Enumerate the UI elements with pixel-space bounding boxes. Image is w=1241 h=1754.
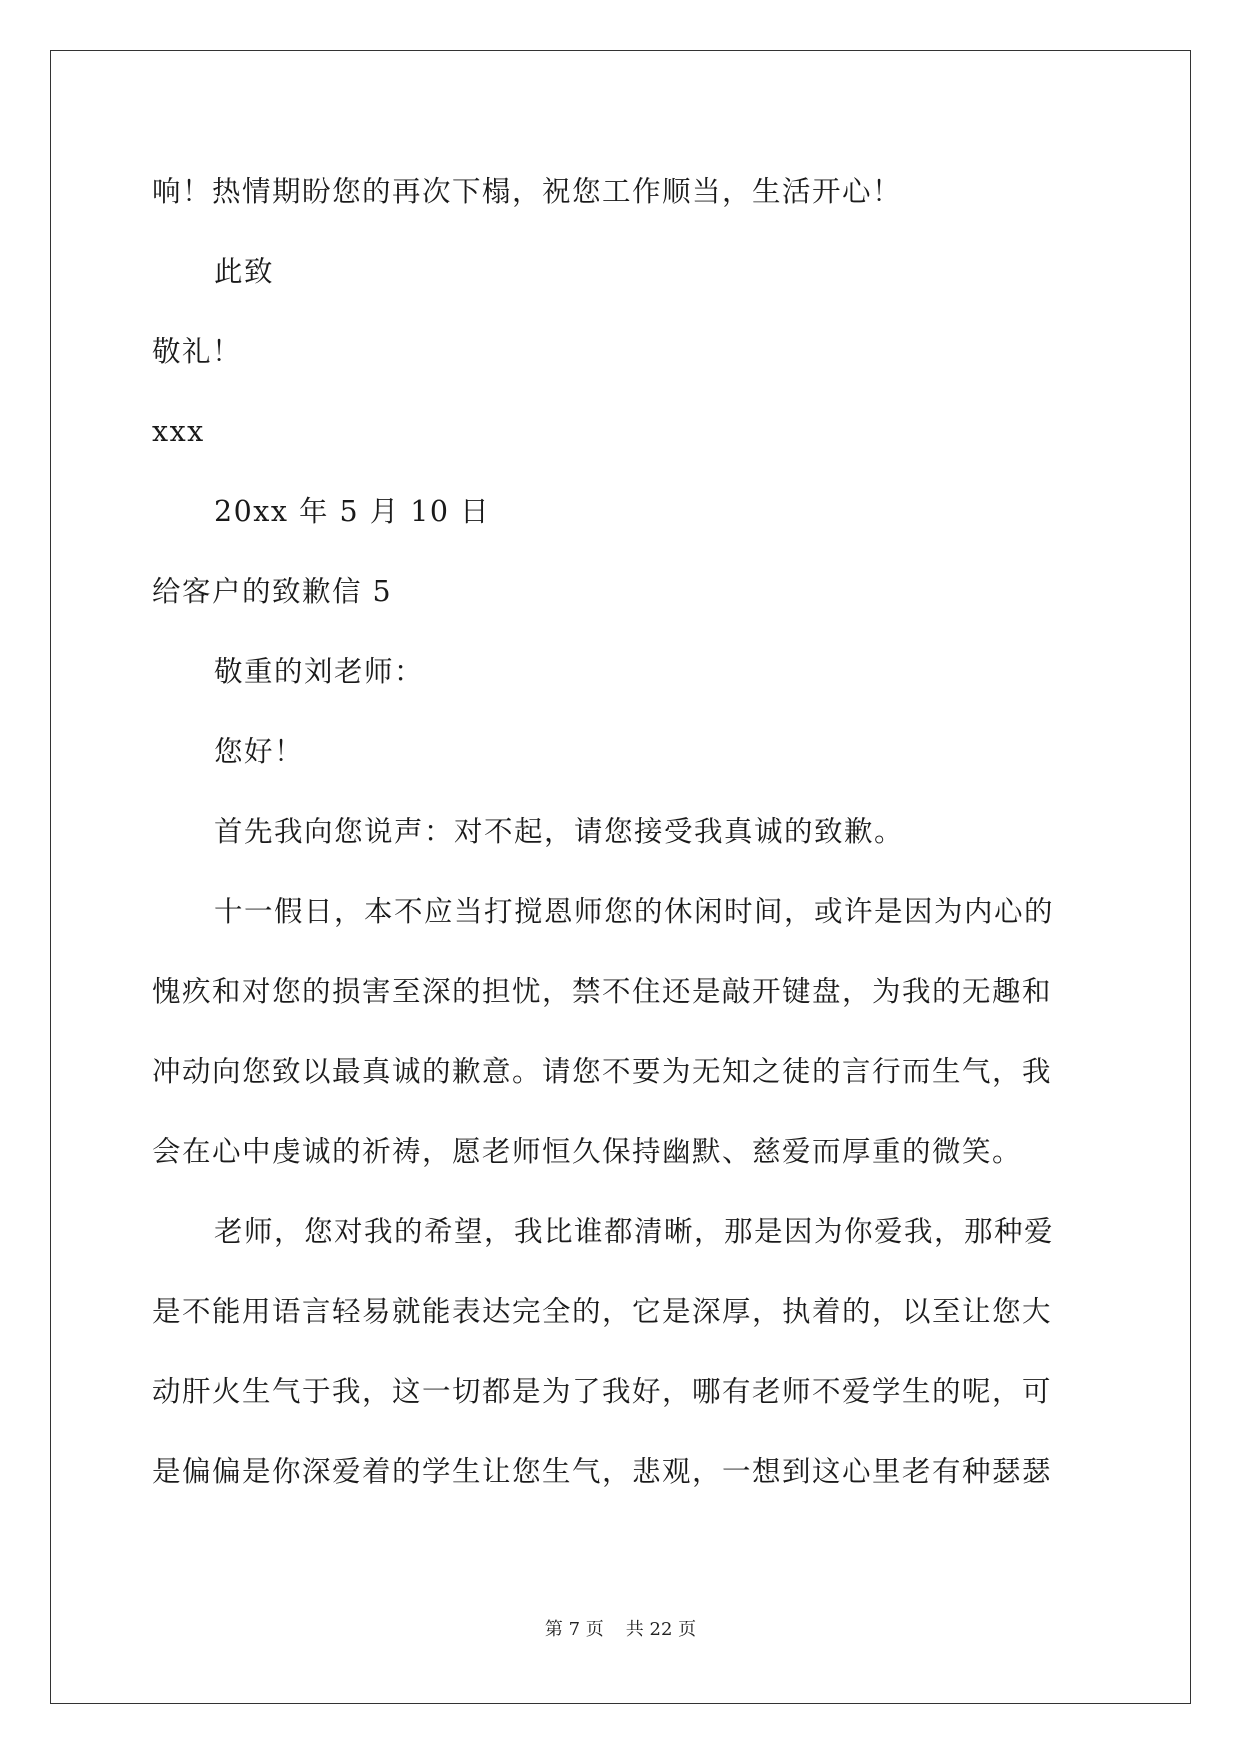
salutation: 敬重的刘老师： <box>214 655 425 688</box>
signature: xxx <box>152 415 205 448</box>
text-line: 响！热情期盼您的再次下榻，祝您工作顺当，生活开心！ <box>152 175 903 208</box>
text-line: 动肝火生气于我，这一切都是为了我好，哪有老师不爱学生的呢，可 <box>152 1375 1053 1408</box>
page-number: 第 7 页 <box>544 1619 604 1640</box>
text-line: 会在心中虔诚的祈祷，愿老师恒久保持幽默、慈爱而厚重的微笑。 <box>152 1135 1023 1168</box>
section-heading: 给客户的致歉信 5 <box>152 575 393 608</box>
page-footer <box>0 1618 1241 1642</box>
greeting: 您好！ <box>214 735 305 768</box>
text-line: 老师，您对我的希望，我比谁都清晰，那是因为你爱我，那种爱 <box>214 1215 1055 1248</box>
closing-salutation: 敬礼！ <box>152 335 243 368</box>
total-pages: 共 22 页 <box>625 1619 697 1640</box>
text-line: 冲动向您致以最真诚的歉意。请您不要为无知之徒的言行而生气，我 <box>152 1055 1053 1088</box>
text-line: 是偏偏是你深爱着的学生让您生气，悲观，一想到这心里老有种瑟瑟 <box>152 1455 1053 1488</box>
text-line: 是不能用语言轻易就能表达完全的，它是深厚，执着的，以至让您大 <box>152 1295 1053 1328</box>
text-line: 愧疚和对您的损害至深的担忧，禁不住还是敲开键盘，为我的无趣和 <box>152 975 1053 1008</box>
text-line: 首先我向您说声：对不起，请您接受我真诚的致歉。 <box>214 815 905 848</box>
date-line: 20xx 年 5 月 10 日 <box>214 495 491 528</box>
closing-phrase: 此致 <box>214 255 275 288</box>
text-line: 十一假日，本不应当打搅恩师您的休闲时间，或许是因为内心的 <box>214 895 1055 928</box>
